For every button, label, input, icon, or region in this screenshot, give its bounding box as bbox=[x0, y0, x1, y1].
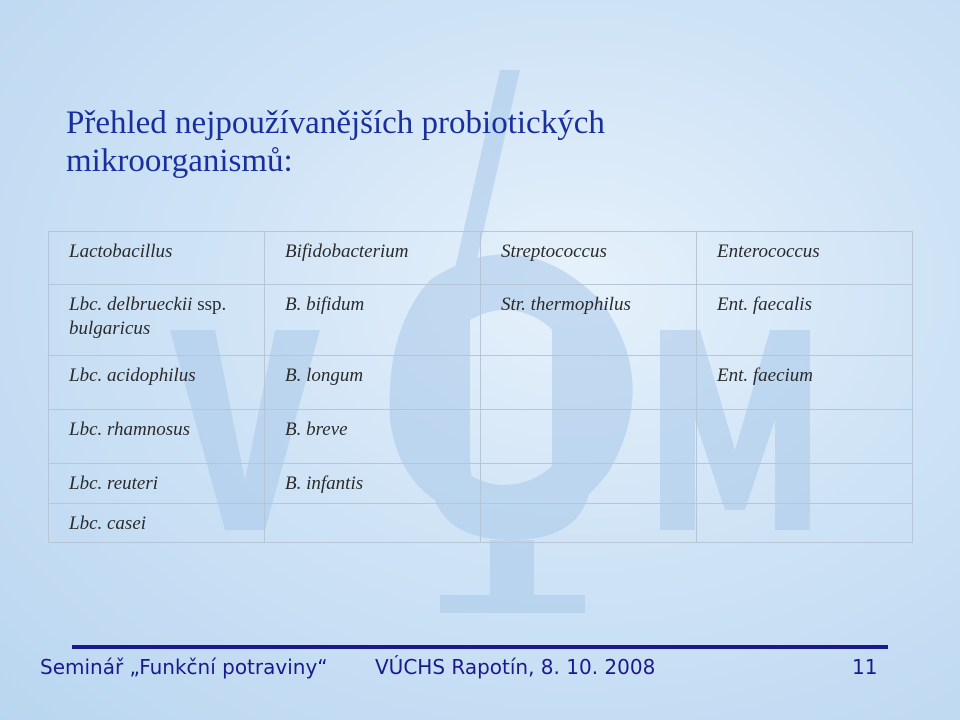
header-cell: Bifidobacterium bbox=[265, 232, 481, 285]
footer-seminar: Seminář „Funkční potraviny“ bbox=[40, 655, 328, 679]
table-cell bbox=[481, 504, 697, 543]
table-row bbox=[49, 285, 913, 356]
table-cell: Str. thermophilus bbox=[481, 285, 697, 356]
table-cell bbox=[697, 410, 913, 464]
table-cell: Lbc. acidophilus bbox=[49, 356, 265, 410]
table-cell: B. infantis bbox=[265, 464, 481, 504]
table-cell: Lbc. casei bbox=[49, 504, 265, 543]
table-row bbox=[49, 464, 913, 504]
probiotics-table bbox=[48, 231, 913, 543]
page-number: 11 bbox=[852, 655, 878, 679]
header-cell: Lactobacillus bbox=[49, 232, 265, 285]
subspecies-name: bulgaricus bbox=[69, 318, 151, 339]
table-cell: Lbc. reuteri bbox=[49, 464, 265, 504]
table-row bbox=[49, 504, 913, 543]
table-cell: B. breve bbox=[265, 410, 481, 464]
table-cell bbox=[265, 504, 481, 543]
table-cell bbox=[481, 464, 697, 504]
slide-title: Přehled nejpoužívanějších probiotických mikroorganismů: bbox=[66, 105, 605, 179]
table-cell bbox=[697, 464, 913, 504]
table-cell: Ent. faecalis bbox=[697, 285, 913, 356]
table-row bbox=[49, 410, 913, 464]
subspecies-label: ssp. bbox=[197, 294, 227, 315]
table-cell bbox=[49, 285, 265, 356]
table-cell bbox=[697, 504, 913, 543]
table-cell: Lbc. rhamnosus bbox=[49, 410, 265, 464]
header-cell: Enterococcus bbox=[697, 232, 913, 285]
header-cell: Streptococcus bbox=[481, 232, 697, 285]
footer-divider bbox=[72, 645, 888, 649]
table-header-row bbox=[49, 232, 913, 285]
table-cell: B. longum bbox=[265, 356, 481, 410]
footer-venue-date: VÚCHS Rapotín, 8. 10. 2008 bbox=[375, 655, 656, 679]
table-cell: Ent. faecium bbox=[697, 356, 913, 410]
table-cell bbox=[481, 356, 697, 410]
table-cell bbox=[481, 410, 697, 464]
cell-text: Lbc. delbrueckii bbox=[69, 294, 193, 315]
table-cell: B. bifidum bbox=[265, 285, 481, 356]
table-row bbox=[49, 356, 913, 410]
